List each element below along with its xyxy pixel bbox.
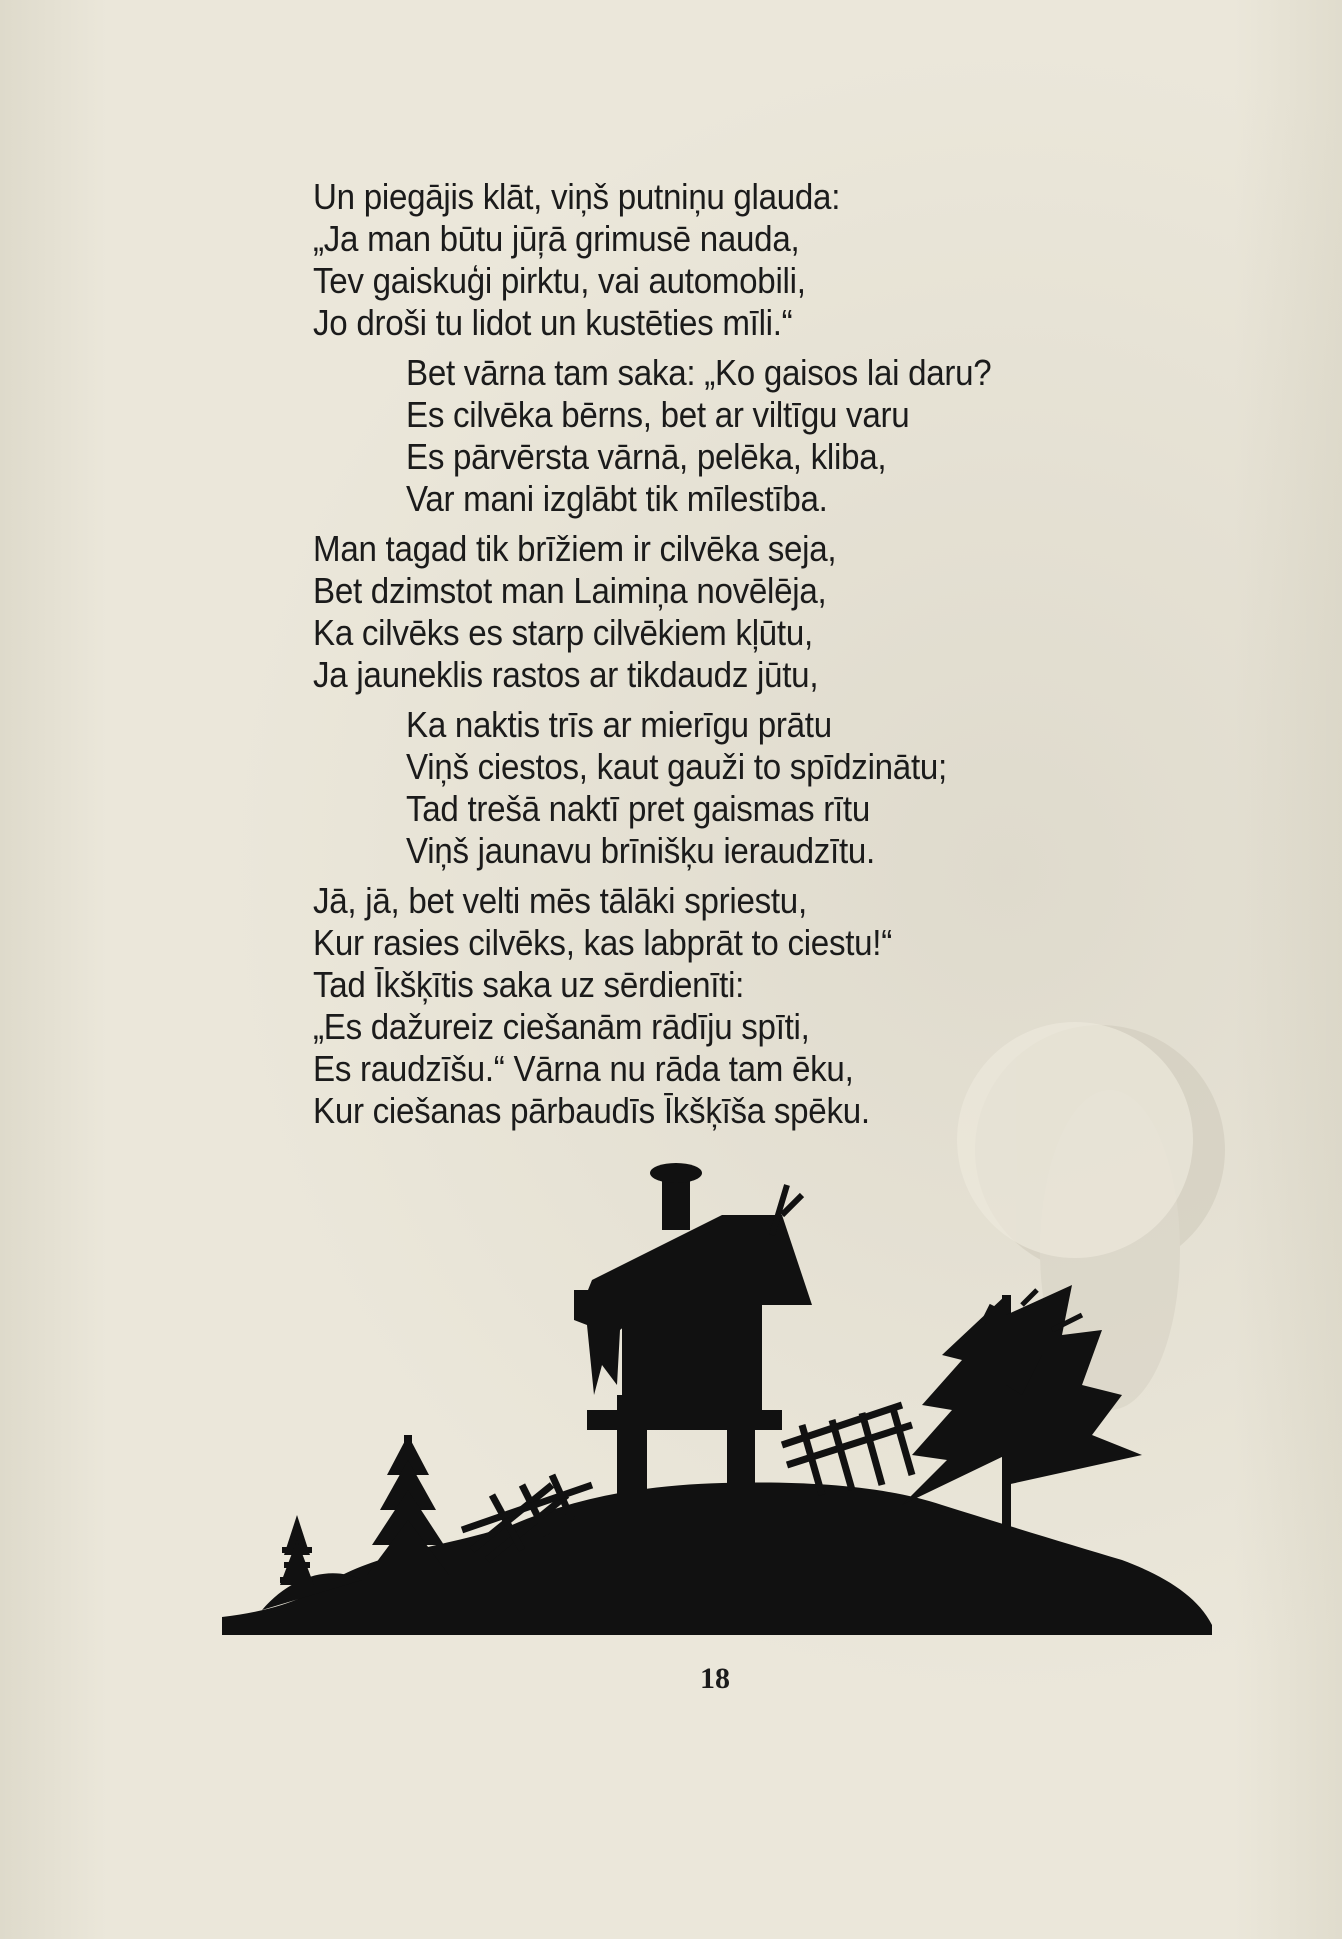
poem-line: „Es dažureiz ciešanām rādīju spīti, [313,1006,810,1047]
poem-line: Var mani izglābt tik mīlestība. [406,478,828,519]
stanza [313,352,1213,520]
poem-line: Jo droši tu lidot un kustēties mīli.“ [313,302,793,343]
poem-line: Es pārvērsta vārnā, pelēka, kliba, [406,436,887,477]
poem-line: Bet dzimstot man Laimiņa novēlēja, [313,570,827,611]
poem-line: Jā, jā, bet velti mēs tālāki spriestu, [313,880,807,921]
poem-line: Tad trešā naktī pret gaismas rītu [406,788,870,829]
stanza [313,176,1213,344]
poem-line: Viņš ciestos, kaut gauži to spīdzinātu; [406,746,947,787]
stanza [313,704,1213,872]
poem-line: Bet vārna tam saka: „Ko gaisos lai daru? [406,352,992,393]
poem-text [313,176,1213,1132]
poem-line: Ka cilvēks es starp cilvēkiem kļūtu, [313,612,813,653]
poem-line: Ka naktis trīs ar mierīgu prātu [406,704,832,745]
page-number: 18 [700,1662,730,1695]
poem-line: Man tagad tik brīžiem ir cilvēka seja, [313,528,837,569]
poem-line: „Ja man būtu jūŗā grimusē nauda, [313,218,800,259]
poem-line: Tev gaiskuģi pirktu, vai automobili, [313,260,806,301]
poem-line: Tad Īkšķītis saka uz sērdienīti: [313,964,745,1005]
poem-line: Kur ciešanas pārbaudīs Īkšķīša spēku. [313,1090,870,1131]
poem-line: Es raudzīšu.“ Vārna nu rāda tam ēku, [313,1048,854,1089]
poem-line: Ja jauneklis rastos ar tikdaudz jūtu, [313,654,819,695]
poem-line: Es cilvēka bērns, bet ar viltīgu varu [406,394,910,435]
poem-line: Viņš jaunavu brīnišķu ieraudzītu. [406,830,875,871]
poem-line: Kur rasies cilvēks, kas labprāt to ciestu!“ [313,922,892,963]
stanza [313,528,1213,696]
stanza [313,880,1213,1132]
hut-silhouette-illustration [222,1155,1212,1635]
poem-line: Un piegājis klāt, viņš putniņu glauda: [313,176,841,217]
